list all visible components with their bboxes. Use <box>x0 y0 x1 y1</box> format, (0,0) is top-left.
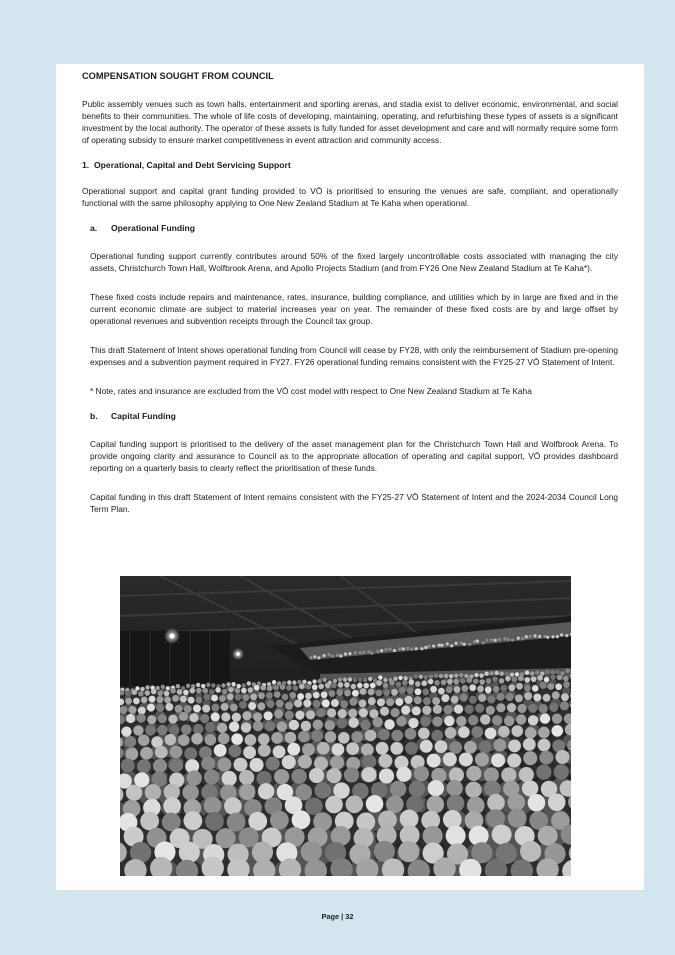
subsection-b <box>82 411 618 515</box>
capital-consistency-paragraph: Capital funding in this draft Statement of Intent remains consistent with the FY25-27 VŌ Statement of Intent and the 2024-2034 Council Long Term Plan. <box>90 492 618 514</box>
capital-funding-paragraph: Capital funding support is prioritised to the delivery of the asset management plan for the Christchurch Town Hall and Wolfbrook Arena. To provide ongoing clarity and assurance to Council as to the appropriate allocation of operating and capital support, VŌ provides dashboard reporting on a quarterly basis to clearly reflect the prioritisation of these funds. <box>90 439 618 473</box>
subsection-a-letter: a. <box>90 223 98 233</box>
auditorium-audience-photo <box>120 576 571 876</box>
draft-soi-paragraph: This draft Statement of Intent shows operational funding from Council will cease by FY28, with only the reimbursement of Stadium pre-opening expenses and a subvention payment required in FY27. FY26 operational funding remains consistent with the FY25-27 VŌ Statement of Intent. <box>90 345 618 367</box>
section-1-number: 1. <box>82 160 90 170</box>
subsection-b-title-text: Capital Funding <box>111 411 176 421</box>
operational-funding-paragraph: Operational funding support currently contributes around 50% of the fixed largely uncontrollable costs associated with managing the city assets, Christchurch Town Hall, Wolfbrook Arena, and Apollo Projects Stadium (and from FY26 One New Zealand Stadium at Te Kaha*). <box>90 251 618 273</box>
subsection-b-title <box>90 411 618 421</box>
rates-insurance-note: * Note, rates and insurance are excluded from the VŌ cost model with respect to One New Zealand Stadium at Te Kaha <box>90 386 532 396</box>
page-content <box>82 71 618 524</box>
auditorium-photo-illustration <box>120 576 571 876</box>
subsection-a-title <box>90 223 618 233</box>
section-1-title <box>82 160 618 170</box>
page-heading: COMPENSATION SOUGHT FROM COUNCIL <box>82 71 274 81</box>
section-1-title-text: Operational, Capital and Debt Servicing Support <box>94 160 291 170</box>
subsection-b-letter: b. <box>90 411 98 421</box>
fixed-costs-paragraph: These fixed costs include repairs and maintenance, rates, insurance, building compliance, and utilities which by in large are fixed and in the current economic climate are subject to material increases year on year. The remainder of these fixed costs are by and large offset by operational revenues and subvention receipts through the Council tax group. <box>90 292 618 326</box>
document-page <box>56 64 644 890</box>
subsection-a <box>82 223 618 397</box>
subsection-a-title-text: Operational Funding <box>111 223 196 233</box>
page-number: Page | 32 <box>321 912 354 921</box>
section-1-body: Operational support and capital grant funding provided to VŌ is prioritised to ensuring the venues are safe, compliant, and operationally functional with the same philosophy applying to One New Zealand Stadium at Te Kaha when operational. <box>82 186 618 208</box>
intro-paragraph: Public assembly venues such as town halls, entertainment and sporting arenas, and stadia exist to deliver economic, environmental, and social benefits to their communities. The whole of life costs of developing, maintaining, operating, and refurbishing these types of assets is a significant investment by the local authority. The operator of these assets is fully funded for asset development and care and will normally require some form of operating subsidy to ensure market competitiveness in event attraction and community access. <box>82 99 618 145</box>
